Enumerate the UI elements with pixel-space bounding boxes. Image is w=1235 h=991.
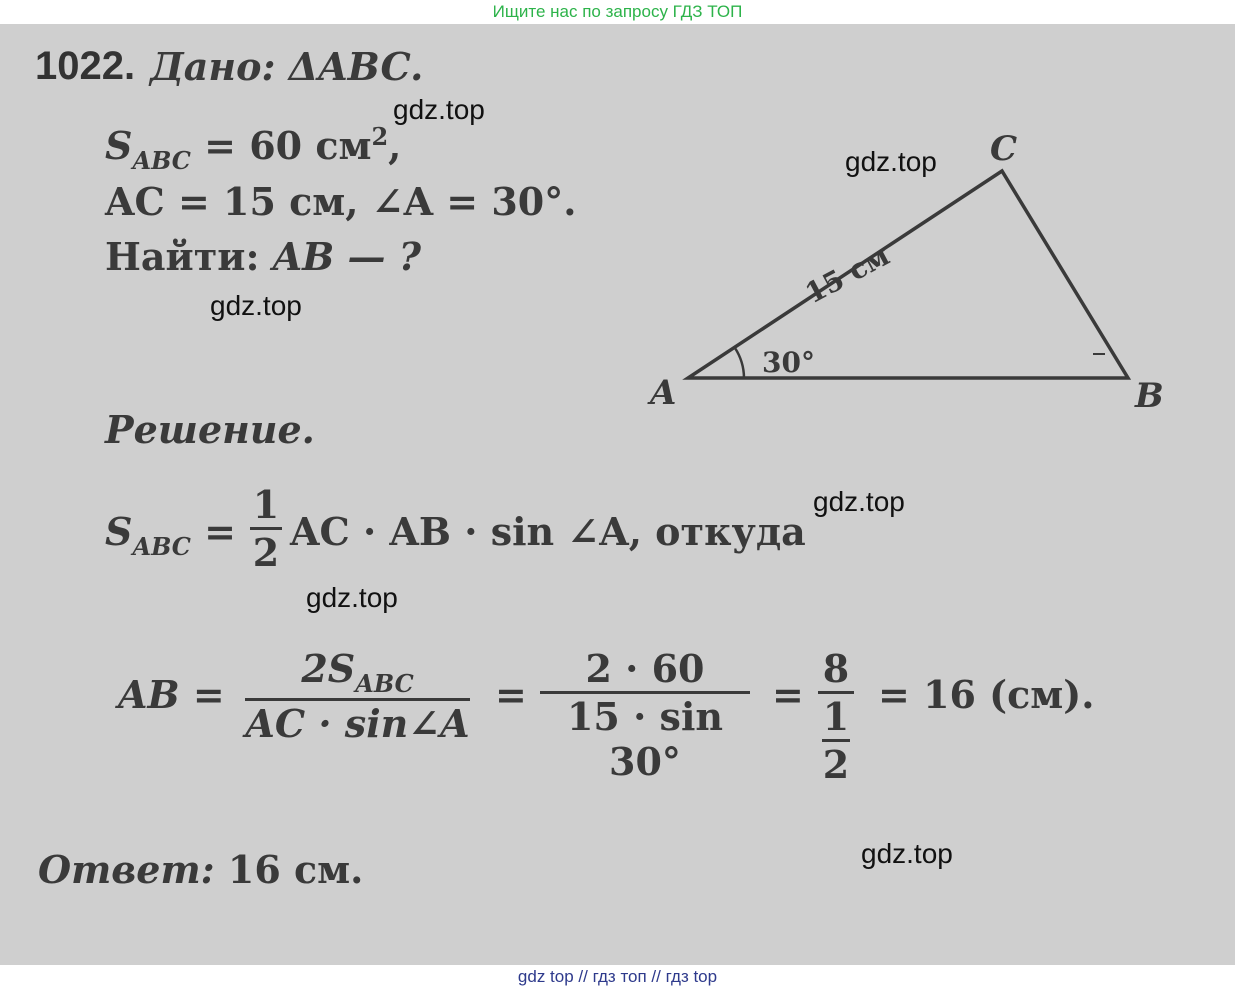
fraction-numeric-numerator: 2 · 60 (585, 646, 705, 691)
ab-left: AB = (118, 672, 225, 717)
vertex-c-label: C (990, 129, 1018, 169)
formula-equals: = (204, 509, 236, 554)
area-value: = 60 см (204, 123, 372, 168)
half-denominator: 2 (252, 530, 280, 575)
area-symbol: S (105, 123, 133, 168)
half-fraction (250, 482, 282, 575)
top-banner: Ищите нас по запросу ГДЗ ТОП (492, 2, 743, 21)
given-side-angle-line: AC = 15 см, ∠A = 30°. (105, 179, 577, 224)
fraction-general (245, 646, 470, 746)
area-comma: , (388, 123, 402, 168)
equals-2: = (772, 672, 804, 717)
triangle-abc (688, 171, 1128, 378)
solution-heading: Решение. (105, 407, 315, 452)
find-label: Найти: (105, 234, 260, 279)
fraction-general-numerator (245, 646, 470, 698)
watermark: gdz.top (813, 486, 905, 517)
fraction-numeric (540, 646, 750, 784)
vertex-b-label: B (1135, 376, 1164, 416)
side-ac-label: 15 см (799, 238, 895, 311)
find-line (105, 234, 421, 279)
watermark: gdz.top (393, 94, 485, 125)
formula-area-symbol: S (105, 509, 133, 554)
bottom-banner: gdz top // гдз топ // гдз top (517, 967, 718, 986)
fraction-nested-denominator-num: 1 (822, 694, 850, 739)
equals-1: = (495, 672, 527, 717)
fraction-nested (818, 646, 854, 787)
formula-area-subscript: ABC (132, 532, 191, 561)
fraction-numeric-denominator: 15 · sin 30° (566, 694, 724, 784)
answer-label: Ответ: (38, 847, 215, 892)
answer-line (38, 847, 363, 892)
area-unit-power: 2 (371, 122, 389, 151)
fraction-general-denominator: AC · sin∠A (245, 701, 470, 746)
half-numerator: 1 (252, 482, 280, 527)
given-area-line (105, 122, 401, 175)
problem-number: 1022. (35, 44, 136, 88)
angle-label: 30° (762, 346, 815, 379)
textbook-page (0, 24, 1235, 965)
ab-result: = 16 (см). (878, 672, 1095, 717)
fraction-nested-denominator-den: 2 (822, 742, 850, 787)
watermark: gdz.top (210, 290, 302, 321)
area-subscript: ABC (132, 146, 191, 175)
vertex-a-label: A (650, 373, 677, 413)
fraction-nested-numerator: 8 (822, 646, 850, 691)
fraction-general-num-s: 2S (301, 646, 356, 691)
find-value: AB — ? (272, 234, 422, 279)
watermark: gdz.top (861, 838, 953, 869)
angle-a-arc (735, 348, 744, 378)
given-label: Дано: ΔABC. (150, 44, 424, 89)
watermark: gdz.top (306, 582, 398, 613)
area-formula-left (105, 509, 236, 561)
area-formula-right: AC · AB · sin ∠A, откуда (290, 509, 806, 554)
fraction-general-num-sub: ABC (355, 669, 414, 698)
answer-value: 16 см. (227, 847, 364, 892)
watermark: gdz.top (845, 146, 937, 177)
